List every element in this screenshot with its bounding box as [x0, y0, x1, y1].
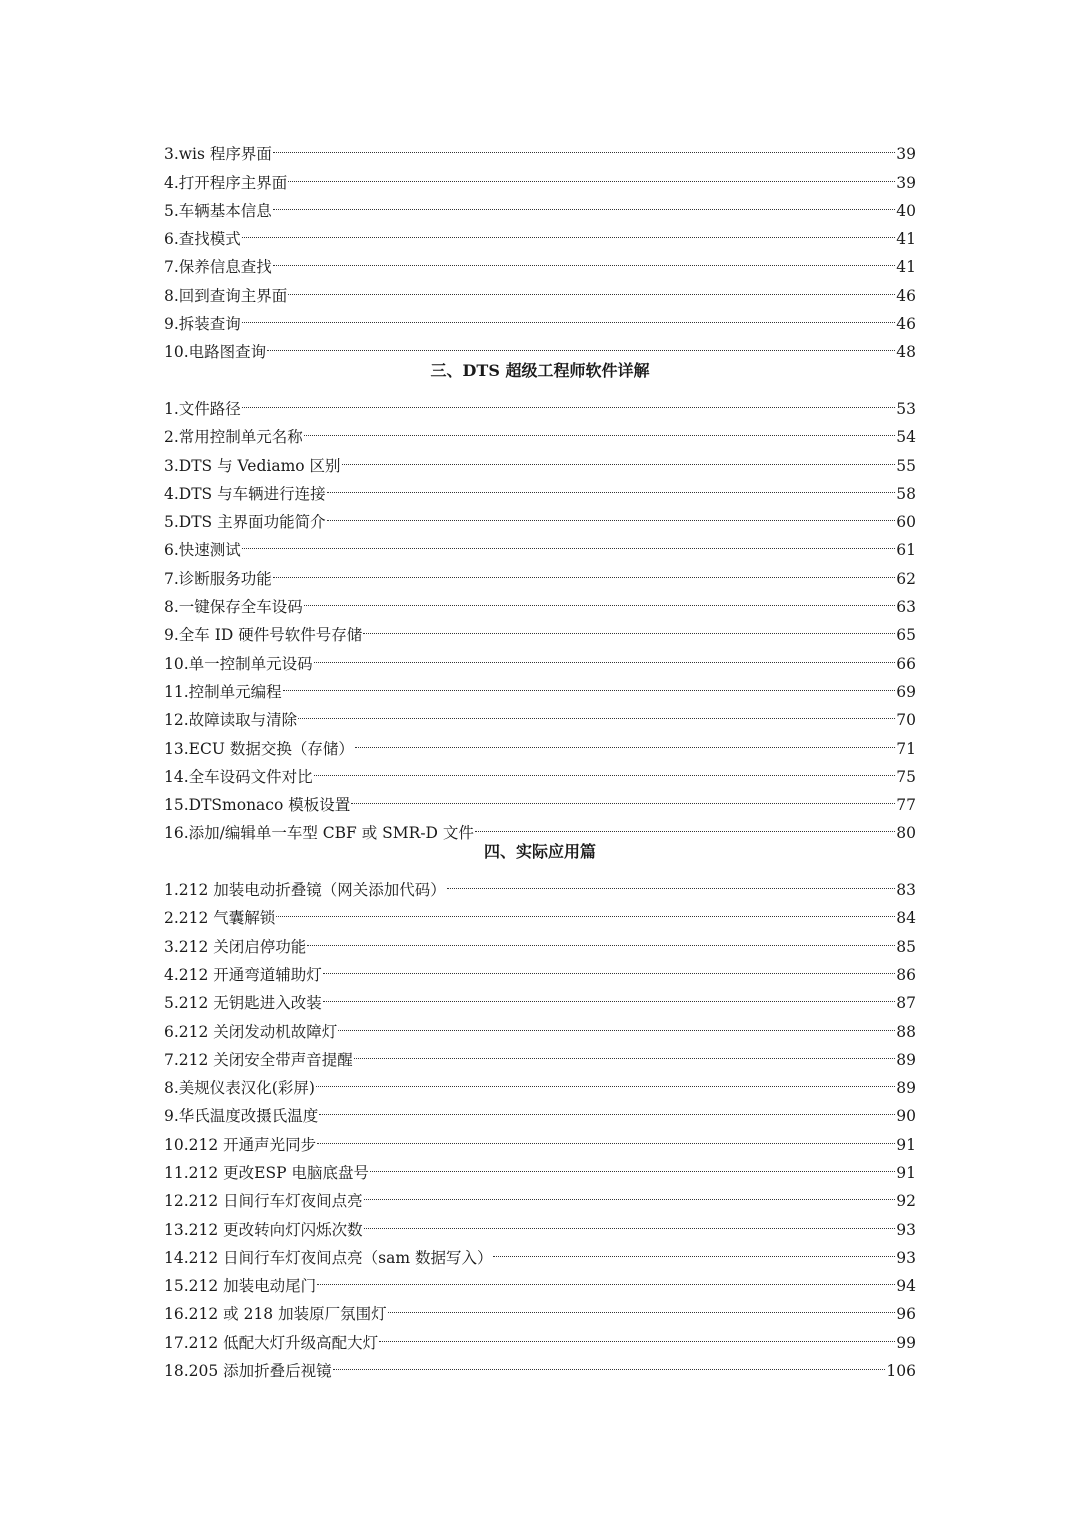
dot-leader	[323, 952, 895, 980]
toc-entry-page: 63	[896, 598, 916, 617]
toc-entry-label: 3.212 关闭启停功能	[164, 937, 307, 956]
toc-entry-label: 2.212 气囊解锁	[164, 909, 276, 928]
section-heading: 四、实际应用篇	[483, 842, 596, 862]
toc-entry[interactable]	[164, 301, 916, 334]
toc-entry-label: 5.DTS 主界面功能简介	[164, 513, 326, 532]
toc-entry-label: 14.全车设码文件对比	[164, 767, 313, 786]
dot-leader	[288, 272, 895, 300]
toc-entry-label: 3.wis 程序界面	[164, 145, 272, 164]
toc-entry[interactable]	[164, 555, 916, 588]
toc-entry-page: 89	[896, 1079, 916, 1098]
dot-leader	[314, 754, 896, 782]
toc-entry-label: 9.全车 ID 硬件号软件号存储	[164, 626, 363, 645]
dot-leader	[370, 1150, 895, 1178]
toc-entry-page: 87	[896, 994, 916, 1013]
toc-entry-label: 9.拆装查询	[164, 315, 241, 334]
toc-entry-label: 10.电路图查询	[164, 343, 267, 362]
dot-leader	[327, 499, 896, 527]
toc-entry[interactable]	[164, 188, 916, 220]
toc-entry-page: 91	[896, 1163, 916, 1182]
toc-entry-page: 94	[896, 1277, 916, 1296]
toc-entry-page: 46	[896, 315, 916, 334]
dot-leader	[317, 1121, 895, 1149]
dot-leader	[273, 188, 895, 216]
toc-entry-page: 40	[896, 201, 916, 220]
toc-entry-page: 84	[896, 909, 916, 928]
toc-entry-label: 6.查找模式	[164, 230, 241, 249]
toc-entry-page: 83	[896, 881, 916, 900]
toc-entry-label: 6.212 关闭发动机故障灯	[164, 1022, 338, 1041]
toc-entry-label: 16.添加/编辑单一车型 CBF 或 SMR-D 文件	[164, 824, 474, 843]
toc-entry-page: 66	[896, 654, 916, 673]
dot-leader	[475, 810, 895, 838]
toc-entry-page: 93	[896, 1248, 916, 1267]
toc-entry-label: 7.保养信息查找	[164, 258, 272, 277]
toc-entry[interactable]	[164, 527, 916, 560]
toc-entry[interactable]	[164, 216, 916, 249]
toc-entry-label: 10.单一控制单元设码	[164, 654, 313, 673]
toc-entry-page: 71	[896, 739, 916, 758]
toc-entry-page: 61	[896, 541, 916, 560]
toc-entry-page: 99	[896, 1333, 916, 1352]
dot-leader	[273, 131, 895, 159]
dot-leader	[283, 669, 896, 697]
dot-leader	[351, 782, 895, 810]
dot-leader	[354, 1037, 895, 1065]
dot-leader	[493, 1235, 895, 1263]
dot-leader	[304, 414, 895, 442]
toc-entry[interactable]	[164, 584, 916, 617]
toc-entry[interactable]	[164, 895, 916, 928]
toc-entry-label: 1.文件路径	[164, 399, 241, 418]
toc-entry-page: 41	[896, 258, 916, 277]
toc-entry-page: 93	[896, 1220, 916, 1239]
toc-entry[interactable]	[164, 329, 916, 362]
dot-leader	[355, 725, 895, 753]
toc-entry-label: 5.车辆基本信息	[164, 201, 272, 220]
toc-entry-page: 48	[896, 343, 916, 362]
toc-entry-page: 88	[896, 1022, 916, 1041]
dot-leader	[242, 386, 895, 414]
toc-entry-page: 89	[896, 1050, 916, 1069]
dot-leader	[333, 1348, 886, 1376]
dot-leader	[319, 1093, 895, 1121]
dot-leader	[342, 442, 896, 470]
dot-leader	[317, 1263, 895, 1291]
toc-entry[interactable]	[164, 414, 916, 447]
toc-entry-page: 65	[896, 626, 916, 645]
toc-entry-page: 53	[896, 399, 916, 418]
dot-leader	[242, 216, 895, 244]
toc-entry-label: 7.212 关闭安全带声音提醒	[164, 1050, 353, 1069]
toc-entry-label: 4.212 开通弯道辅助灯	[164, 965, 322, 984]
dot-leader	[323, 980, 895, 1008]
toc-entry-page: 75	[896, 767, 916, 786]
toc-entry-label: 6.快速测试	[164, 541, 241, 560]
toc-entry[interactable]	[164, 923, 916, 956]
dot-leader	[388, 1291, 896, 1319]
dot-leader	[364, 1206, 896, 1234]
toc-entry-page: 92	[896, 1192, 916, 1211]
toc-entry-label: 11.212 更改ESP 电脑底盘号	[164, 1163, 369, 1182]
toc-entry-label: 1.212 加装电动折叠镜（网关添加代码）	[164, 881, 446, 900]
dot-leader	[314, 640, 896, 668]
toc-entry[interactable]	[164, 159, 916, 192]
toc-entry-label: 9.华氏温度改摄氏温度	[164, 1107, 319, 1126]
toc-entry-page: 86	[896, 965, 916, 984]
toc-entry-label: 5.212 无钥匙进入改装	[164, 994, 322, 1013]
toc-entry-page: 77	[896, 796, 916, 815]
toc-entry-label: 16.212 或 218 加装原厂氛围灯	[164, 1305, 387, 1324]
toc-group-wis	[164, 131, 916, 362]
toc-entry-label: 13.ECU 数据交换（存储）	[164, 739, 354, 758]
toc-entry-label: 4.DTS 与车辆进行连接	[164, 484, 326, 503]
toc-entry-label: 3.DTS 与 Vediamo 区别	[164, 456, 341, 475]
toc-entry-page: 62	[896, 569, 916, 588]
dot-leader	[304, 584, 895, 612]
dot-leader	[273, 244, 895, 272]
toc-entry-page: 106	[886, 1362, 916, 1381]
toc-entry-page: 46	[896, 286, 916, 305]
dot-leader	[327, 471, 896, 499]
toc-entry-label: 15.DTSmonaco 模板设置	[164, 796, 351, 815]
toc-group-practice	[164, 838, 916, 1381]
toc-entry-page: 69	[896, 682, 916, 701]
toc-entry-label: 12.故障读取与清除	[164, 711, 298, 730]
toc-entry-label: 8.美规仪表汉化(彩屏)	[164, 1079, 315, 1098]
dot-leader	[363, 612, 895, 640]
toc-entry-label: 13.212 更改转向灯闪烁次数	[164, 1220, 363, 1239]
toc-entry-page: 39	[896, 145, 916, 164]
toc-entry-page: 60	[896, 513, 916, 532]
dot-leader	[379, 1319, 895, 1347]
toc-group-dts	[164, 357, 916, 843]
toc-entry[interactable]	[164, 131, 916, 164]
dot-leader	[276, 895, 895, 923]
toc-entry-label: 14.212 日间行车灯夜间点亮（sam 数据写入）	[164, 1248, 493, 1267]
toc-entry[interactable]	[164, 272, 916, 305]
toc-entry-page: 90	[896, 1107, 916, 1126]
toc-entry-page: 58	[896, 484, 916, 503]
dot-leader	[338, 1008, 895, 1036]
toc-entry-label: 8.回到查询主界面	[164, 286, 288, 305]
dot-leader	[298, 697, 895, 725]
toc-entry-label: 17.212 低配大灯升级高配大灯	[164, 1333, 379, 1352]
dot-leader	[242, 527, 895, 555]
toc-entry-label: 7.诊断服务功能	[164, 569, 272, 588]
table-of-contents	[164, 131, 916, 1381]
toc-entry-label: 10.212 开通声光同步	[164, 1135, 317, 1154]
dot-leader	[242, 301, 895, 329]
toc-entry[interactable]	[164, 244, 916, 277]
toc-entry-page: 96	[896, 1305, 916, 1324]
dot-leader	[273, 555, 895, 583]
toc-entry-page: 54	[896, 428, 916, 447]
toc-entry-label: 11.控制单元编程	[164, 682, 282, 701]
toc-entry[interactable]	[164, 386, 916, 418]
toc-entry-label: 4.打开程序主界面	[164, 173, 288, 192]
toc-entry-label: 18.205 添加折叠后视镜	[164, 1362, 332, 1381]
toc-entry-page: 39	[896, 173, 916, 192]
toc-entry-label: 15.212 加装电动尾门	[164, 1277, 317, 1296]
dot-leader	[364, 1178, 896, 1206]
toc-entry-page: 70	[896, 711, 916, 730]
dot-leader	[307, 923, 895, 951]
toc-entry-page: 55	[896, 456, 916, 475]
toc-entry-page: 91	[896, 1135, 916, 1154]
section-heading: 三、DTS 超级工程师软件详解	[430, 361, 650, 381]
dot-leader	[267, 329, 895, 357]
dot-leader	[316, 1065, 895, 1093]
dot-leader	[447, 867, 895, 895]
toc-entry-label: 12.212 日间行车灯夜间点亮	[164, 1192, 363, 1211]
toc-entry-page: 80	[896, 824, 916, 843]
dot-leader	[288, 159, 895, 187]
toc-entry-page: 85	[896, 937, 916, 956]
toc-entry-page: 41	[896, 230, 916, 249]
toc-entry-label: 2.常用控制单元名称	[164, 428, 303, 447]
toc-entry-label: 8.一键保存全车设码	[164, 598, 303, 617]
toc-entry[interactable]	[164, 867, 916, 900]
